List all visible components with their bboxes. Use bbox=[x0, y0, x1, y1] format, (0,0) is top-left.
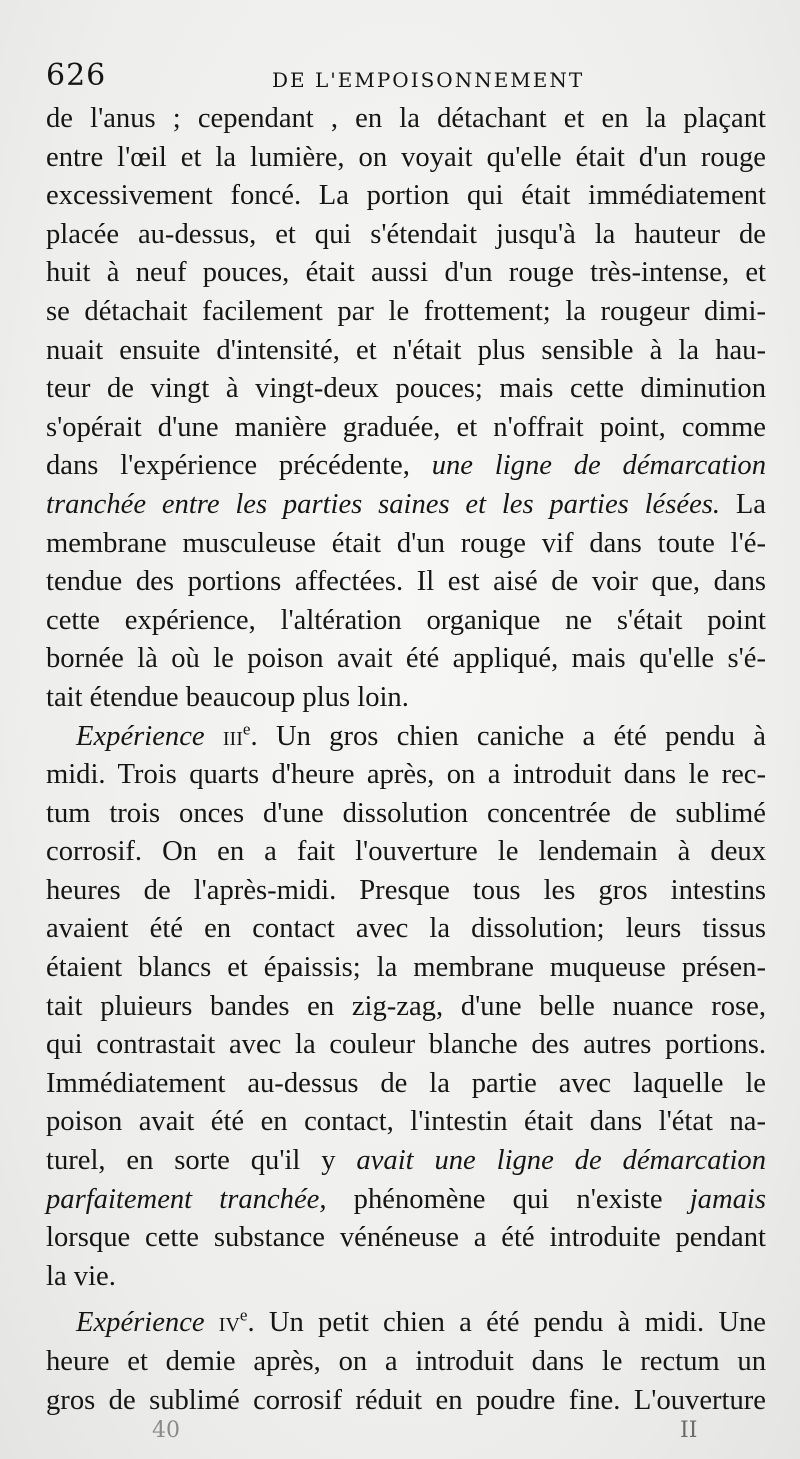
text-line: Expérience $iv^e$. Un petit chien a été pendu à midi. Une bbox=[76, 1305, 766, 1339]
italic-emphasis: une ligne de démarcation bbox=[431, 450, 766, 482]
text-line: turel, en sorte qu'il y avait une ligne de démarcation bbox=[46, 1145, 767, 1177]
paragraph-3 bbox=[46, 1304, 766, 1420]
body-text bbox=[46, 100, 766, 1420]
running-head bbox=[46, 58, 764, 100]
paragraph-2 bbox=[46, 718, 766, 1297]
page-number: 626 bbox=[46, 58, 107, 93]
experience-label: Expérience bbox=[76, 1307, 205, 1339]
text-line: tait pluieurs bandes en zig-zag, d'une belle nuance rose, bbox=[46, 990, 766, 1022]
text-line: s'opérait d'une manière graduée, et n'offrait point, comme bbox=[46, 411, 766, 443]
text-line: étaient blancs et épaissis; la membrane muqueuse présen- bbox=[46, 952, 766, 984]
running-title: DE L'EMPOISONNEMENT bbox=[272, 68, 585, 92]
text-line: Expérience iii$^e$. Un gros chien caniche a été pendu à bbox=[76, 718, 766, 752]
text-line: tendue des portions affectées. Il est aisé de voir que, dans bbox=[46, 566, 766, 598]
text-line: excessivement foncé. La portion qui était immédiatement bbox=[46, 180, 766, 212]
text-line: placée au-dessus, et qui s'étendait jusqu'à la hauteur de bbox=[46, 218, 766, 250]
text-line: cette expérience, l'altération organique ne s'était point bbox=[46, 604, 766, 636]
italic-emphasis: tranchée entre les parties saines et les parties lésées. bbox=[46, 488, 721, 520]
text-line: la vie. bbox=[46, 1260, 116, 1292]
text-line: corrosif. On en a fait l'ouverture le lendemain à deux bbox=[46, 836, 766, 868]
text-line: membrane musculeuse était d'un rouge vif dans toute l'é- bbox=[46, 527, 766, 559]
text-line: teur de vingt à vingt-deux pouces; mais cette diminution bbox=[46, 373, 766, 405]
italic-emphasis: jamais bbox=[689, 1183, 766, 1215]
italic-emphasis: parfaitement tranchée, bbox=[46, 1183, 327, 1215]
text-line: avaient été en contact avec la dissolution; leurs tissus bbox=[46, 913, 766, 945]
signature-mark: 40 bbox=[152, 1418, 180, 1443]
signature-mark: II bbox=[680, 1418, 698, 1443]
text-line: heures de l'après-midi. Presque tous les gros intestins bbox=[46, 874, 766, 906]
text-line: parfaitement tranchée, phénomène qui n'existe jamais bbox=[46, 1183, 766, 1215]
text-line: Immédiatement au-dessus de la partie avec laquelle le bbox=[46, 1067, 766, 1099]
text-line: midi. Trois quarts d'heure après, on a introduit dans le rec- bbox=[46, 759, 766, 791]
text-line: poison avait été en contact, l'intestin était dans l'état na- bbox=[46, 1106, 766, 1138]
text-line: heure et demie après, on a introduit dans le rectum un bbox=[46, 1346, 766, 1377]
text-line: lorsque cette substance vénéneuse a été introduite pendant bbox=[46, 1222, 766, 1254]
paragraph-1 bbox=[46, 100, 766, 718]
experience-numeral: iii bbox=[222, 720, 243, 752]
text-line: qui contrastait avec la couleur blanche des autres portions. bbox=[46, 1029, 766, 1061]
text-line: de l'anus ; cependant , en la détachant et en la plaçant bbox=[46, 103, 766, 134]
text-line: tum trois onces d'une dissolution concentrée de sublimé bbox=[46, 797, 766, 829]
text-line: huit à neuf pouces, était aussi d'un rouge très-intense, et bbox=[46, 257, 766, 289]
italic-emphasis: avait une ligne de démarcation bbox=[356, 1145, 767, 1177]
text-line: nuait ensuite d'intensité, et n'était plus sensible à la hau- bbox=[46, 334, 766, 366]
text-line: entre l'œil et la lumière, on voyait qu'elle était d'un rouge bbox=[46, 141, 766, 173]
text-line: bornée là où le poison avait été appliqué, mais qu'elle s'é- bbox=[46, 643, 766, 675]
experience-numeral: iv bbox=[218, 1307, 240, 1339]
text-line: tait étendue beaucoup plus loin. bbox=[46, 681, 409, 713]
experience-label: Expérience bbox=[76, 720, 205, 752]
text-line: tranchée entre les parties saines et les parties lésées. La bbox=[46, 488, 767, 520]
text-line: se détachait facilement par le frottement; la rougeur dimi- bbox=[46, 295, 766, 327]
text-line: gros de sublimé corrosif réduit en poudre fine. L'ouverture bbox=[46, 1384, 766, 1416]
text-line: dans l'expérience précédente, une ligne de démarcation bbox=[46, 450, 766, 482]
